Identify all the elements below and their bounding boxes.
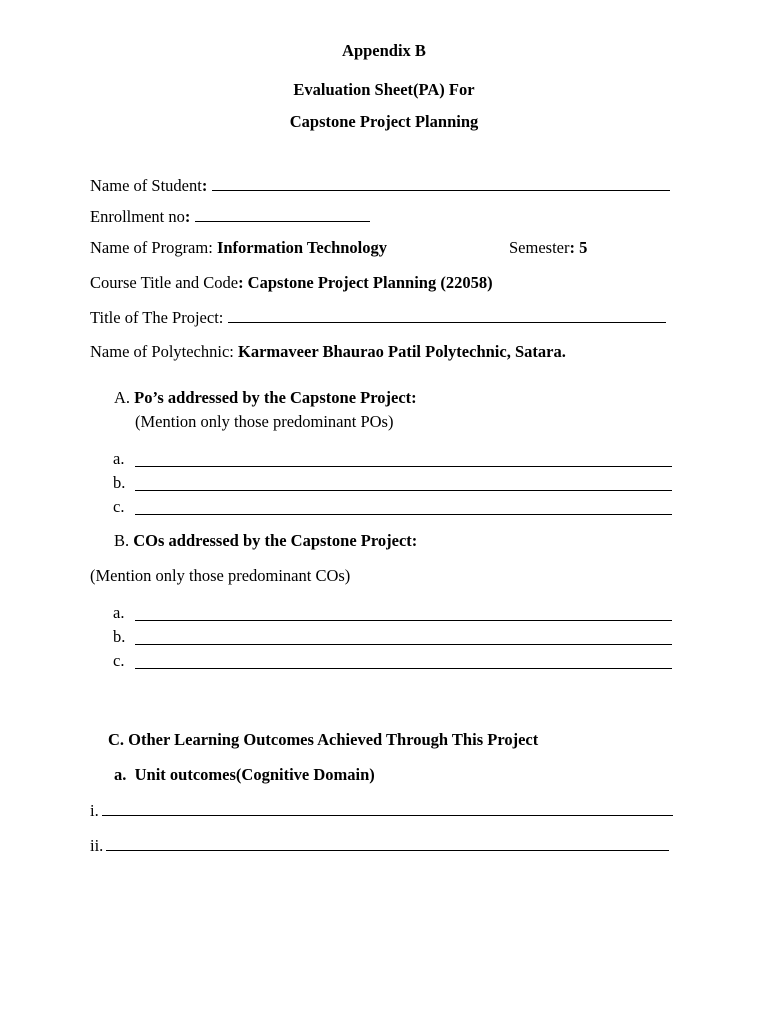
project-title-blank[interactable] xyxy=(228,309,666,323)
project-title-field xyxy=(90,308,666,328)
semester-field xyxy=(509,238,587,258)
co-item-b-blank[interactable] xyxy=(135,631,672,645)
course-label: Course Title and Code xyxy=(90,273,239,292)
appendix-heading: Appendix B xyxy=(342,41,426,60)
po-item-b-label: b. xyxy=(113,473,126,492)
po-item-c-blank[interactable] xyxy=(135,501,672,515)
sheet-subtitle: Capstone Project Planning xyxy=(289,112,479,131)
enrollment-blank[interactable] xyxy=(195,208,370,222)
co-item-a-blank[interactable] xyxy=(135,607,672,621)
polytechnic-value: Karmaveer Bhaurao Patil Polytechnic, Satara. xyxy=(238,342,566,361)
enrollment-field xyxy=(90,207,370,227)
polytechnic-label: Name of Polytechnic: xyxy=(90,342,239,361)
course-value: : Capstone Project Planning (22058) xyxy=(238,273,493,292)
sheet-title: Evaluation Sheet(PA) For xyxy=(293,80,475,99)
unit-outcome-ii xyxy=(90,836,669,856)
student-name-blank[interactable] xyxy=(212,177,670,191)
po-item-b xyxy=(113,473,673,493)
co-item-b-label: b. xyxy=(113,627,126,646)
co-item-a xyxy=(113,603,673,623)
project-title-label: Title of The Project: xyxy=(90,308,228,327)
po-item-b-blank[interactable] xyxy=(135,477,672,491)
po-item-c xyxy=(113,497,673,517)
section-b-note: (Mention only those predominant COs) xyxy=(90,566,351,585)
semester-label: Semester xyxy=(509,238,570,257)
section-a-title: Po’s addressed by the Capstone Project: xyxy=(134,388,417,407)
section-a-letter: A. xyxy=(114,388,135,407)
co-item-a-label: a. xyxy=(113,603,125,622)
unit-outcome-i xyxy=(90,801,673,821)
unit-outcome-ii-blank[interactable] xyxy=(106,837,669,851)
section-a-note: (Mention only those predominant POs) xyxy=(135,412,394,431)
co-item-c-blank[interactable] xyxy=(135,655,672,669)
section-c-subheading: a. Unit outcomes(Cognitive Domain) xyxy=(114,765,375,784)
student-name-colon: : xyxy=(201,176,208,195)
semester-value: : 5 xyxy=(569,238,588,257)
polytechnic-field xyxy=(90,342,566,362)
po-item-c-label: c. xyxy=(113,497,125,516)
unit-outcome-i-label: i. xyxy=(90,801,99,820)
enrollment-colon: : xyxy=(184,207,191,226)
section-c-heading: C. Other Learning Outcomes Achieved Through This Project xyxy=(108,730,539,749)
section-b-title: COs addressed by the Capstone Project: xyxy=(133,531,418,550)
program-field xyxy=(90,238,387,258)
enrollment-label: Enrollment no xyxy=(90,207,185,226)
unit-outcome-i-blank[interactable] xyxy=(102,802,673,816)
section-b-heading xyxy=(114,531,417,551)
co-item-b xyxy=(113,627,673,647)
po-item-a xyxy=(113,449,673,469)
co-item-c xyxy=(113,651,673,671)
po-item-a-label: a. xyxy=(113,449,125,468)
section-b-letter: B. xyxy=(114,531,134,550)
student-name-field xyxy=(90,176,670,196)
section-a-heading xyxy=(114,388,417,408)
course-field xyxy=(90,273,493,293)
po-item-a-blank[interactable] xyxy=(135,453,672,467)
program-label: Name of Program: xyxy=(90,238,217,257)
student-name-label: Name of Student xyxy=(90,176,202,195)
unit-outcome-ii-label: ii. xyxy=(90,836,104,855)
program-value: Information Technology xyxy=(216,238,388,257)
co-item-c-label: c. xyxy=(113,651,125,670)
